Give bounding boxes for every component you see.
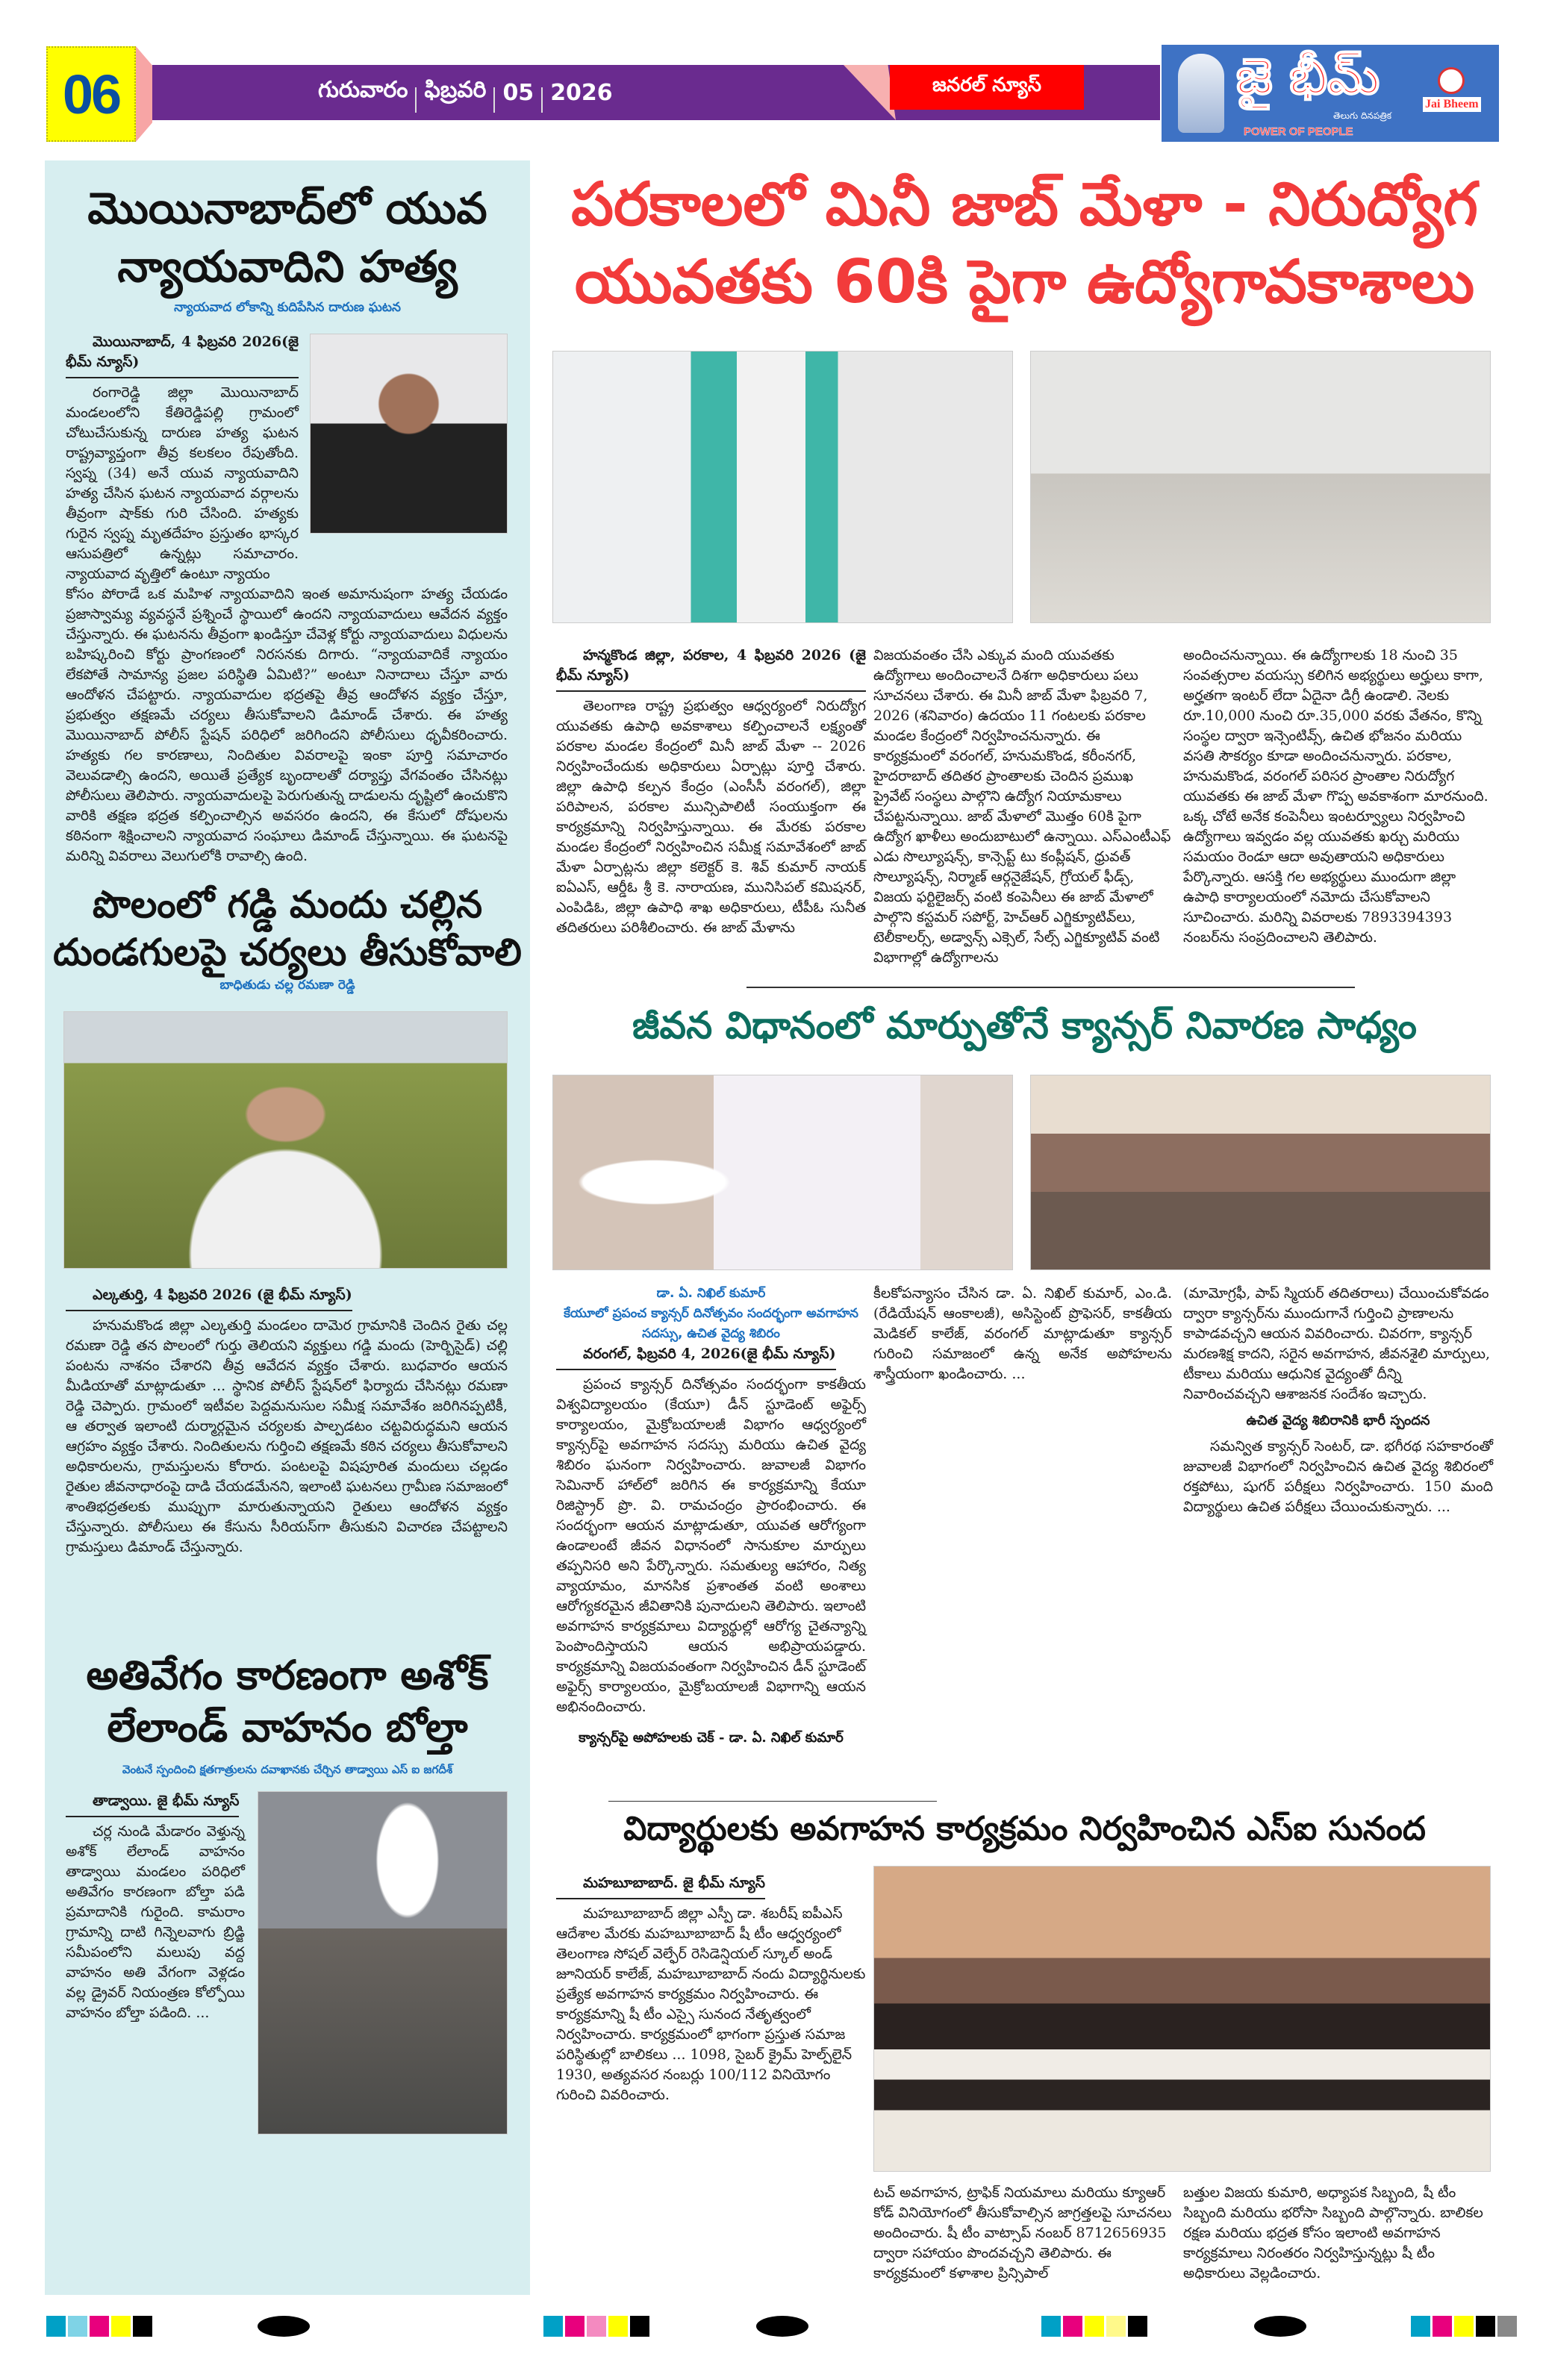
lawyer-body-bottom: కోసం పోరాడే ఒక మహిళ న్యాయవాదిని ఇంత అమానుషంగా హత్య చేయడం ప్రజాస్వామ్య వ్యవస్థనే ప్రశ్నించే స్థాయిలో ఉందని న్యాయవాదులు ఆవేదన వ్యక్తం చేస్తున్నారు. ఈ ఘటనను తీవ్రంగా ఖండిస్తూ చేవెళ్ల కోర్టు న్యాయవాదులు విధులను బహిష్కరించి కోర్టు ప్రాంగణంలో నిరసనకు దిగారు. “న్యాయవాదికే న్యాయం లేకపోతే సామాన్య ప్రజల పరిస్థితి ఏమిటి?” అంటూ నినాదాలు చేస్తూ వారు ఆందోళన చేపట్టారు. న్యాయవాదుల భద్రతపై తీవ్ర ఆందోళన వ్యక్తం చేస్తూ, ప్రభుత్వం తక్షణమే చర్యలు తీసుకోవాలని డిమాండ్ చేశారు. ఈ హత్య మొయినాబాద్ పోలీస్ స్టేషన్ పరిధిలో జరిగిందని పోలీసులు ధృవీకరించారు. హత్యకు గల కారణాలు, నిందితుల వివరాలపై ఇంకా పూర్తి సమాచారం వెలువడాల్సి ఉందని, అయితే ప్రత్యేక బృందాలతో దర్యాప్తు వేగవంతం చేసినట్లు పోలీసులు తెలిపారు. న్యాయవాదులపై పెరుగుతున్న దాడులను దృష్టిలో ఉంచుకొని వారికి తక్షణ భద్రత కల్పించాల్సిన అవసరం ఉందని, ఈ కేసులో దోషులను కఠినంగా శిక్షించాలని న్యాయవాద సంఘాలు డిమాండ్ చేస్తున్నాయి. ఈ ఘటనపై మరిన్ని వివరాలు వెలుగులోకి రావాల్సి ఉంది.: [66, 586, 508, 864]
date-year: 2026: [550, 79, 613, 106]
registration-mark: [756, 2316, 808, 2337]
lawyer-paragraph: రంగారెడ్డి జిల్లా మొయినాబాద్ మండలంలోని కేతిరెడ్డిపల్లి గ్రామంలో చోటుచేసుకున్న దారుణ హత్య ఘటన రాష్ట్రవ్యాప్తంగా తీవ్ర కలకలం రేపుతోంది. స్వప్న (34) అనే యువ న్యాయవాదిని హత్య చేసిన ఘటన న్యాయవాద వర్గాలను తీవ్రంగా షాక్‌కు గురి చేసింది. హత్యకు గురైన స్వప్న మృతదేహం ప్రస్తుతం భాస్కర ఆసుపత్రిలో ఉన్నట్లు సమాచారం. న్యాయవాద వృత్తిలో ఉంటూ న్యాయం: [66, 384, 299, 582]
accident-dateline: తాడ్వాయి. జై భీమ్ న్యూస్: [66, 1791, 239, 1817]
registration-mark: [1254, 2316, 1306, 2337]
si-dateline: మహబూబాబాద్. జై భీమ్ న్యూస్: [556, 1873, 765, 1899]
jobmela-paragraph: తెలంగాణ రాష్ట్ర ప్రభుత్వం ఆధ్వర్యంలో నిరుద్యోగ యువతకు ఉపాధి అవకాశాలు కల్పించాలనే లక్ష్యంతో పరకాల మండల కేంద్రంలో మినీ జాబ్ మేళా -- 2026 నిర్వహించేందుకు అధికారులు ఏర్పాట్లు పూర్తి చేశారు. జిల్లా ఉపాధి కల్పన కేంద్రం (ఎంసీసీ వరంగల్), జిల్లా పరిపాలన, పరకాల మున్సిపాలిటీ సంయుక్తంగా ఈ కార్యక్రమాన్ని నిర్వహిస్తున్నాయి. ఈ మేరకు పరకాల మండల కేంద్రంలో నిర్వహించిన సమీక్ష సమావేశంలో జాబ్ మేళా ఏర్పాట్లను జిల్లా కలెక్టర్ కె. శివ్ కుమార్ నాయక్ ఐఏఎస్, ఆర్డీఓ శ్రీ కె. నారాయణ, మునిసిపల్ కమిషనర్, ఎంపిడిఓ, జిల్లా ఉపాధి శాఖ అధికారులు, టీపీఓ సునీత తదితరులు పరిశీలించారు. ఈ జాబ్ మేళాను: [556, 698, 866, 936]
lawyer-photo: [310, 334, 508, 534]
si-col3: బత్తుల విజయ కుమారి, అధ్యాపక సిబ్బంది, షీ టీం సిబ్బంది మరియు భరోసా సిబ్బంది పాల్గొన్నారు. బాలికల రక్షణ మరియు భద్రత కోసం ఇలాంటి అవగాహన కార్యక్రమాలు నిరంతరం నిర్వహిస్తున్నట్లు షీ టీం అధికారులు వెల్లడించారు.: [1183, 2184, 1483, 2281]
cancer-col3: [1183, 1284, 1493, 1517]
accident-subhead: వెంటనే స్పందించి క్షతగాత్రులను దవాఖానకు చేర్చిన తాడ్వాయి ఎస్ ఐ జగదీశ్: [122, 1763, 453, 1776]
page-number: 06: [46, 46, 136, 142]
si-paragraph: మహబూబాబాద్ జిల్లా ఎస్పీ డా. శబరీష్ ఐపీఎస్ ఆదేశాల మేరకు మహబూబాబాద్ షీ టీం ఆధ్వర్యంలో తెలంగాణ సోషల్ వెల్ఫేర్ రెసిడెన్షియల్ స్కూల్ అండ్ జూనియర్ కాలేజ్, మహబూబాబాద్ నందు విద్యార్థినులకు ప్రత్యేక అవగాహన కార్యక్రమం నిర్వహించారు. ఈ కార్యక్రమాన్ని షీ టీం ఎస్సై సునంద నేతృత్వంలో నిర్వహించారు. కార్యక్రమంలో భాగంగా ప్రస్తుత సమాజ పరిస్థితుల్లో బాలికలు ... 1098, సైబర్ క్రైమ్ హెల్ప్‌లైన్ 1930, అత్యవసర నంబర్లు 100/112 వినియోగం గురించి వివరించారు.: [556, 1905, 866, 2103]
lawyer-subhead: న్యాయవాద లోకాన్ని కుదిపేసిన దారుణ ఘటన: [174, 300, 401, 315]
date-weekday: గురువారం: [318, 77, 408, 103]
logo-slogan: POWER OF PEOPLE: [1244, 125, 1353, 138]
si-col1: [556, 1873, 866, 2105]
tv-emblem-icon: [1438, 67, 1465, 94]
color-registration-bar: [1041, 2316, 1147, 2337]
farmer-photo: [63, 1011, 508, 1269]
cancer-photo-audience: [1030, 1075, 1491, 1270]
cancer-col2: కీలకోపన్యాసం చేసిన డా. ఏ. నిఖిల్ కుమార్, ఎం.డి. (రేడియేషన్ ఆంకాలజీ), అసిస్టెంట్ ప్రొఫెసర్, కాకతీయ మెడికల్ కాలేజ్, వరంగల్ మాట్లాడుతూ క్యాన్సర్ గురించి సమాజంలో ఉన్న అనేక అపోహలను శాస్త్రీయంగా ఖండించారు. ...: [873, 1285, 1172, 1382]
page-number-wing: [136, 46, 152, 142]
cancer-headline: జీవన విధానంలో మార్పుతోనే క్యాన్సర్ నివారణ సాధ్యం: [632, 1004, 1417, 1047]
date-day: 05: [502, 79, 534, 106]
si-headline: విద్యార్థులకు అవగాహన కార్యక్రమం నిర్వహించిన ఎస్ఐ సునంద: [623, 1810, 1426, 1848]
date-month: ఫిబ్రవరి: [424, 77, 487, 103]
jobmela-col1: [556, 646, 866, 938]
accident-paragraph: చర్ల నుండి మేడారం వెళ్తున్న అశోక్ లేలాండ్ వాహనం తాడ్వాయి మండలం పరిధిలో అతివేగం కారణంగా బోల్తా పడి ప్రమాదానికి గురైంది. కామరాం గ్రామాన్ని దాటి గిన్నెలవాగు బ్రిడ్జి సమీపంలోని మలుపు వద్ద వాహనం అతి వేగంగా వెళ్లడం వల్ల డ్రైవర్ నియంత్రణ కోల్పోయి వాహనం బోల్తా పడింది. ...: [66, 1823, 245, 2021]
masthead-logo: [1162, 45, 1499, 142]
jobmela-dateline: హన్మకొండ జిల్లా, పరకాల, 4 ఫిబ్రవరి 2026 (జై భీమ్ న్యూస్): [556, 646, 866, 692]
portrait-icon: [1178, 54, 1224, 133]
farmer-paragraph: హనుమకొండ జిల్లా ఎల్కతుర్తి మండలం దామెర గ్రామానికి చెందిన రైతు చల్ల రమణా రెడ్డి తన పొలంలో గుర్తు తెలియని వ్యక్తులు గడ్డి మందు (హెర్బిసైడ్) చల్లి పంటను నాశనం చేశారని తీవ్ర ఆవేదన వ్యక్తం చేశారు. బుధవారం ఆయన మీడియాతో మాట్లాడుతూ ... స్థానిక పోలీస్ స్టేషన్‌లో ఫిర్యాదు చేసినట్లు రమణా రెడ్డి చెప్పారు. గ్రామంలో ఇటీవల పెద్దమనుసుల సమీక్ష సమావేశం జరిగినప్పటికీ, ఆ తర్వాత ఇలాంటి దుర్మార్గమైన చర్యలకు పాల్పడటం చట్టవిరుద్ధమని ఆయన ఆగ్రహం వ్యక్తం చేశారు. నిందితులను గుర్తించి తక్షణమే కఠిన చర్యలు తీసుకోవాలని అధికారులను, గ్రామస్తులను కోరారు. పంటలపై విషపూరిత మందులు చల్లడం రైతుల జీవనాధారంపై దాడి చేయడమేనని, ఇలాంటి ఘటనలు గ్రామీణ సమాజంలో శాంతిభద్రతలకు ముప్పుగా మారుతున్నాయని రైతులు ఆందోళన వ్యక్తం చేస్తున్నారు. పోలీసులు ఈ కేసును సీరియస్‌గా తీసుకుని విచారణ చేపట్టాలని గ్రామస్తులు డిమాండ్ చేస్తున్నారు.: [66, 1317, 508, 1555]
cancer-paragraph: ప్రపంచ క్యాన్సర్ దినోత్సవం సందర్భంగా కాకతీయ విశ్వవిద్యాలయం (కేయూ) డీన్ స్టూడెంట్ అఫైర్స్ కార్యాలయం, మైక్రోబయాలజీ విభాగం ఆధ్వర్యంలో క్యాన్సర్‌పై అవగాహన సదస్సు మరియు ఉచిత వైద్య శిబిరం ఘనంగా నిర్వహించారు. జువాలజీ విభాగం సెమినార్ హాల్‌లో జరిగిన ఈ కార్యక్రమాన్ని కేయూ రిజిస్ట్రార్ ప్రొ. వి. రామచంద్రం ప్రారంభించారు. ఈ సందర్భంగా ఆయన మాట్లాడుతూ, యువత ఆరోగ్యంగా ఉండాలంటే జీవన విధానంలో సానుకూల మార్పులు తప్పనిసరి అని పేర్కొన్నారు. సమతుల్య ఆహారం, నిత్య వ్యాయామం, మానసిక ప్రశాంతత వంటి అంశాలు ఆరోగ్యకరమైన జీవితానికి పునాదులని తెలిపారు. ఇలాంటి అవగాహన కార్యక్రమాలు విద్యార్థుల్లో ఆరోగ్య చైతన్యాన్ని పెంపొందిస్తాయని ఆయన అభిప్రాయపడ్డారు. కార్యక్రమాన్ని విజయవంతంగా నిర్వహించిన డీన్ స్టూడెంట్ అఫైర్స్ కార్యాలయం, మైక్రోబయాలజీ విభాగాన్ని ఆయన అభినందించారు.: [556, 1376, 866, 1715]
farmer-subhead: బాధితుడు చల్ల రమణా రెడ్డి: [219, 978, 355, 993]
cancer-photo-speaker: [552, 1075, 1013, 1270]
logo-tagline: తెలుగు దినపత్రిక: [1333, 110, 1392, 121]
cancer-col3-text: (మామోగ్రఫీ, పాప్ స్మియర్ తదితరాలు) చేయించుకోవడం ద్వారా క్యాన్సర్‌ను ముందుగానే గుర్తించి ప్రాణాలను కాపాడవచ్చని ఆయన వివరించారు. చివరగా, క్యాన్సర్ మరణశిక్ష కాదని, సరైన అవగాహన, జీవనశైలి మార్పులు, టీకాలు మరియు ఆధునిక వైద్యంతో దీన్ని నివారించవచ్చని ఆశాజనక సందేశం ఇచ్చారు.: [1183, 1285, 1490, 1402]
divider: [746, 987, 1355, 988]
date-separator: [415, 87, 417, 113]
accident-photo: [258, 1791, 508, 2134]
logo-tv: Jai Bheem: [1423, 97, 1481, 112]
logo-title: జై భీమ్: [1236, 48, 1380, 105]
jobmela-col2: విజయవంతం చేసి ఎక్కువ మంది యువతకు ఉద్యోగాలు అందించాలనే దిశగా అధికారులు పలు సూచనలు చేశారు. ఈ మినీ జాబ్ మేళా ఫిబ్రవరి 7, 2026 (శనివారం) ఉదయం 11 గంటలకు పరకాల మండల కేంద్రంలో నిర్వహించనున్నారు. ఈ కార్యక్రమంలో వరంగల్, హనుమకొండ, కరీంనగర్, హైదరాబాద్ తదితర ప్రాంతాలకు చెందిన ప్రముఖ ప్రైవేట్ సంస్థలు పాల్గొని ఉద్యోగ నియామకాలు చేపట్టనున్నాయి. జాబ్ మేళాలో మొత్తం 60కి పైగా ఉద్యోగ ఖాళీలు అందుబాటులో ఉన్నాయి. ఎస్ఎంటీఎఫ్ ఎడు సొల్యూషన్స్, కాన్సెప్ట్ టు కంప్లీషన్, ధ్రువత్ సొల్యూషన్స్, నిర్మాణ్ ఆర్గనైజేషన్, గ్రోయల్ ఫీడ్స్, విజయ ఫర్టిలైజర్స్ వంటి కంపెనీలు ఈ జాబ్ మేళాలో పాల్గొని కస్టమర్ సపోర్ట్, హెచ్‌ఆర్ ఎగ్జిక్యూటివ్‌లు, టెలీకాలర్స్, అడ్వాన్స్ ఎక్సెల్, సేల్స్ ఎగ్జిక్యూటివ్ వంటి విభాగాల్లో ఉద్యోగాలను: [873, 647, 1171, 966]
farmer-dateline: ఎల్కతుర్తి, 4 ఫిబ్రవరి 2026 (జై భీమ్ న్యూస్): [66, 1285, 352, 1311]
registration-mark: [258, 2316, 310, 2337]
lawyer-headline: మొయినాబాద్‌లో యువ న్యాయవాదిని హత్య: [87, 183, 487, 292]
cancer-col1: [556, 1284, 866, 1748]
date-separator: [541, 87, 543, 113]
cancer-subhead: కేయూలో ప్రపంచ క్యాన్సర్ దినోత్సవం సందర్భంగా అవగాహన సదస్సు, ఉచిత వైద్య శిబిరం: [564, 1306, 858, 1341]
jobmela-photo-hall: [1030, 351, 1491, 623]
si-col2: టచ్ అవగాహన, ట్రాఫిక్ నియమాలు మరియు క్యూఆర్ కోడ్ వినియోగంలో తీసుకోవాల్సిన జాగ్రత్తలపై సూచనలు అందించారు. షీ టీం వాట్సాప్ నంబర్ 8712656935 ద్వారా సహాయం పొందవచ్చని తెలిపారు. ఈ కార్యక్రమంలో కళాశాల ప్రిన్సిపాల్: [873, 2184, 1172, 2281]
divider: [608, 1801, 937, 1802]
cancer-dateline: వరంగల్, ఫిబ్రవరి 4, 2026(జై భీమ్ న్యూస్): [556, 1344, 836, 1370]
accident-headline: అతివేగం కారణంగా అశోక్ లేలాండ్ వాహనం బోల్తా: [86, 1652, 489, 1751]
si-photo-students: [873, 1866, 1491, 2172]
section-badge: జనరల్ న్యూస్: [890, 65, 1084, 110]
farmer-body: [66, 1285, 508, 1558]
jobmela-headline: పరకాలలో మినీ జాబ్ మేళా - నిరుద్యోగ యువతకు 60కి పైగా ఉద్యోగావకాశాలు: [571, 169, 1478, 316]
date-separator: [493, 87, 495, 113]
lawyer-body-top: [66, 332, 299, 584]
cancer-col3b-text: సమన్విత క్యాన్సర్ సెంటర్, డా. భగీరథ సహకారంతో జువాలజీ విభాగంలో నిర్వహించిన ఉచిత వైద్య శిబిరంలో రక్తపోటు, షుగర్ పరీక్షలు నిర్వహించారు. 150 మంది విద్యార్థులు ఉచిత పరీక్షలు చేయించుకున్నారు. ...: [1183, 1438, 1493, 1515]
lawyer-dateline: మొయినాబాద్, 4 ఫిబ్రవరి 2026(జై భీమ్ న్యూస్): [66, 332, 299, 378]
cancer-byline: డా. ఏ. నిఖిల్ కుమార్: [656, 1286, 766, 1301]
color-registration-bar: [543, 2316, 649, 2337]
color-registration-bar: [1411, 2316, 1517, 2337]
farmer-headline: పొలంలో గడ్డి మందు చల్లిన దుండగులపై చర్యలు తీసుకోవాలి: [53, 883, 522, 974]
jobmela-col3: అందించనున్నాయి. ఈ ఉద్యోగాలకు 18 నుంచి 35 సంవత్సరాల వయస్సు కలిగిన అభ్యర్థులు అర్హులు కాగా, అర్హతగా ఇంటర్ లేదా ఏదైనా డిగ్రీ ఉండాలి. నెలకు రూ.10,000 నుంచి రూ.35,000 వరకు వేతనం, కొన్ని సంస్థల ద్వారా ఇన్సెంటివ్స్, ఉచిత భోజనం మరియు వసతి సౌకర్యం కూడా అందించనున్నారు. పరకాల, హనుమకొండ, వరంగల్ పరిసర ప్రాంతాల నిరుద్యోగ యువతకు ఈ జాబ్ మేళా గొప్ప అవకాశంగా మారనుంది. ఒక్క చోటే అనేక కంపెనీలు ఇంటర్వ్యూలు నిర్వహించి ఉద్యోగాలు ఇవ్వడం వల్ల యువతకు ఖర్చు మరియు సమయం రెండూ ఆదా అవుతాయని అధికారులు పేర్కొన్నారు. ఆసక్తి గల అభ్యర్థులు ముందుగా జిల్లా ఉపాధి కార్యాలయంలో నమోదు చేసుకోవాలని సూచించారు. మరిన్ని వివరాలకు 7893394393 నంబర్‌ను సంప్రదించాలని తెలిపారు.: [1183, 647, 1489, 946]
cancer-section3-title: ఉచిత వైద్య శిబిరానికి భారీ స్పందన: [1246, 1413, 1430, 1428]
color-registration-bar: [46, 2316, 152, 2337]
accident-body: [66, 1791, 245, 2023]
jobmela-photo-office: [552, 351, 1013, 623]
cancer-section2-title: క్యాన్సర్‌పై అపోహలకు చెక్ - డా. ఏ. నిఖిల్ కుమార్: [579, 1730, 844, 1746]
